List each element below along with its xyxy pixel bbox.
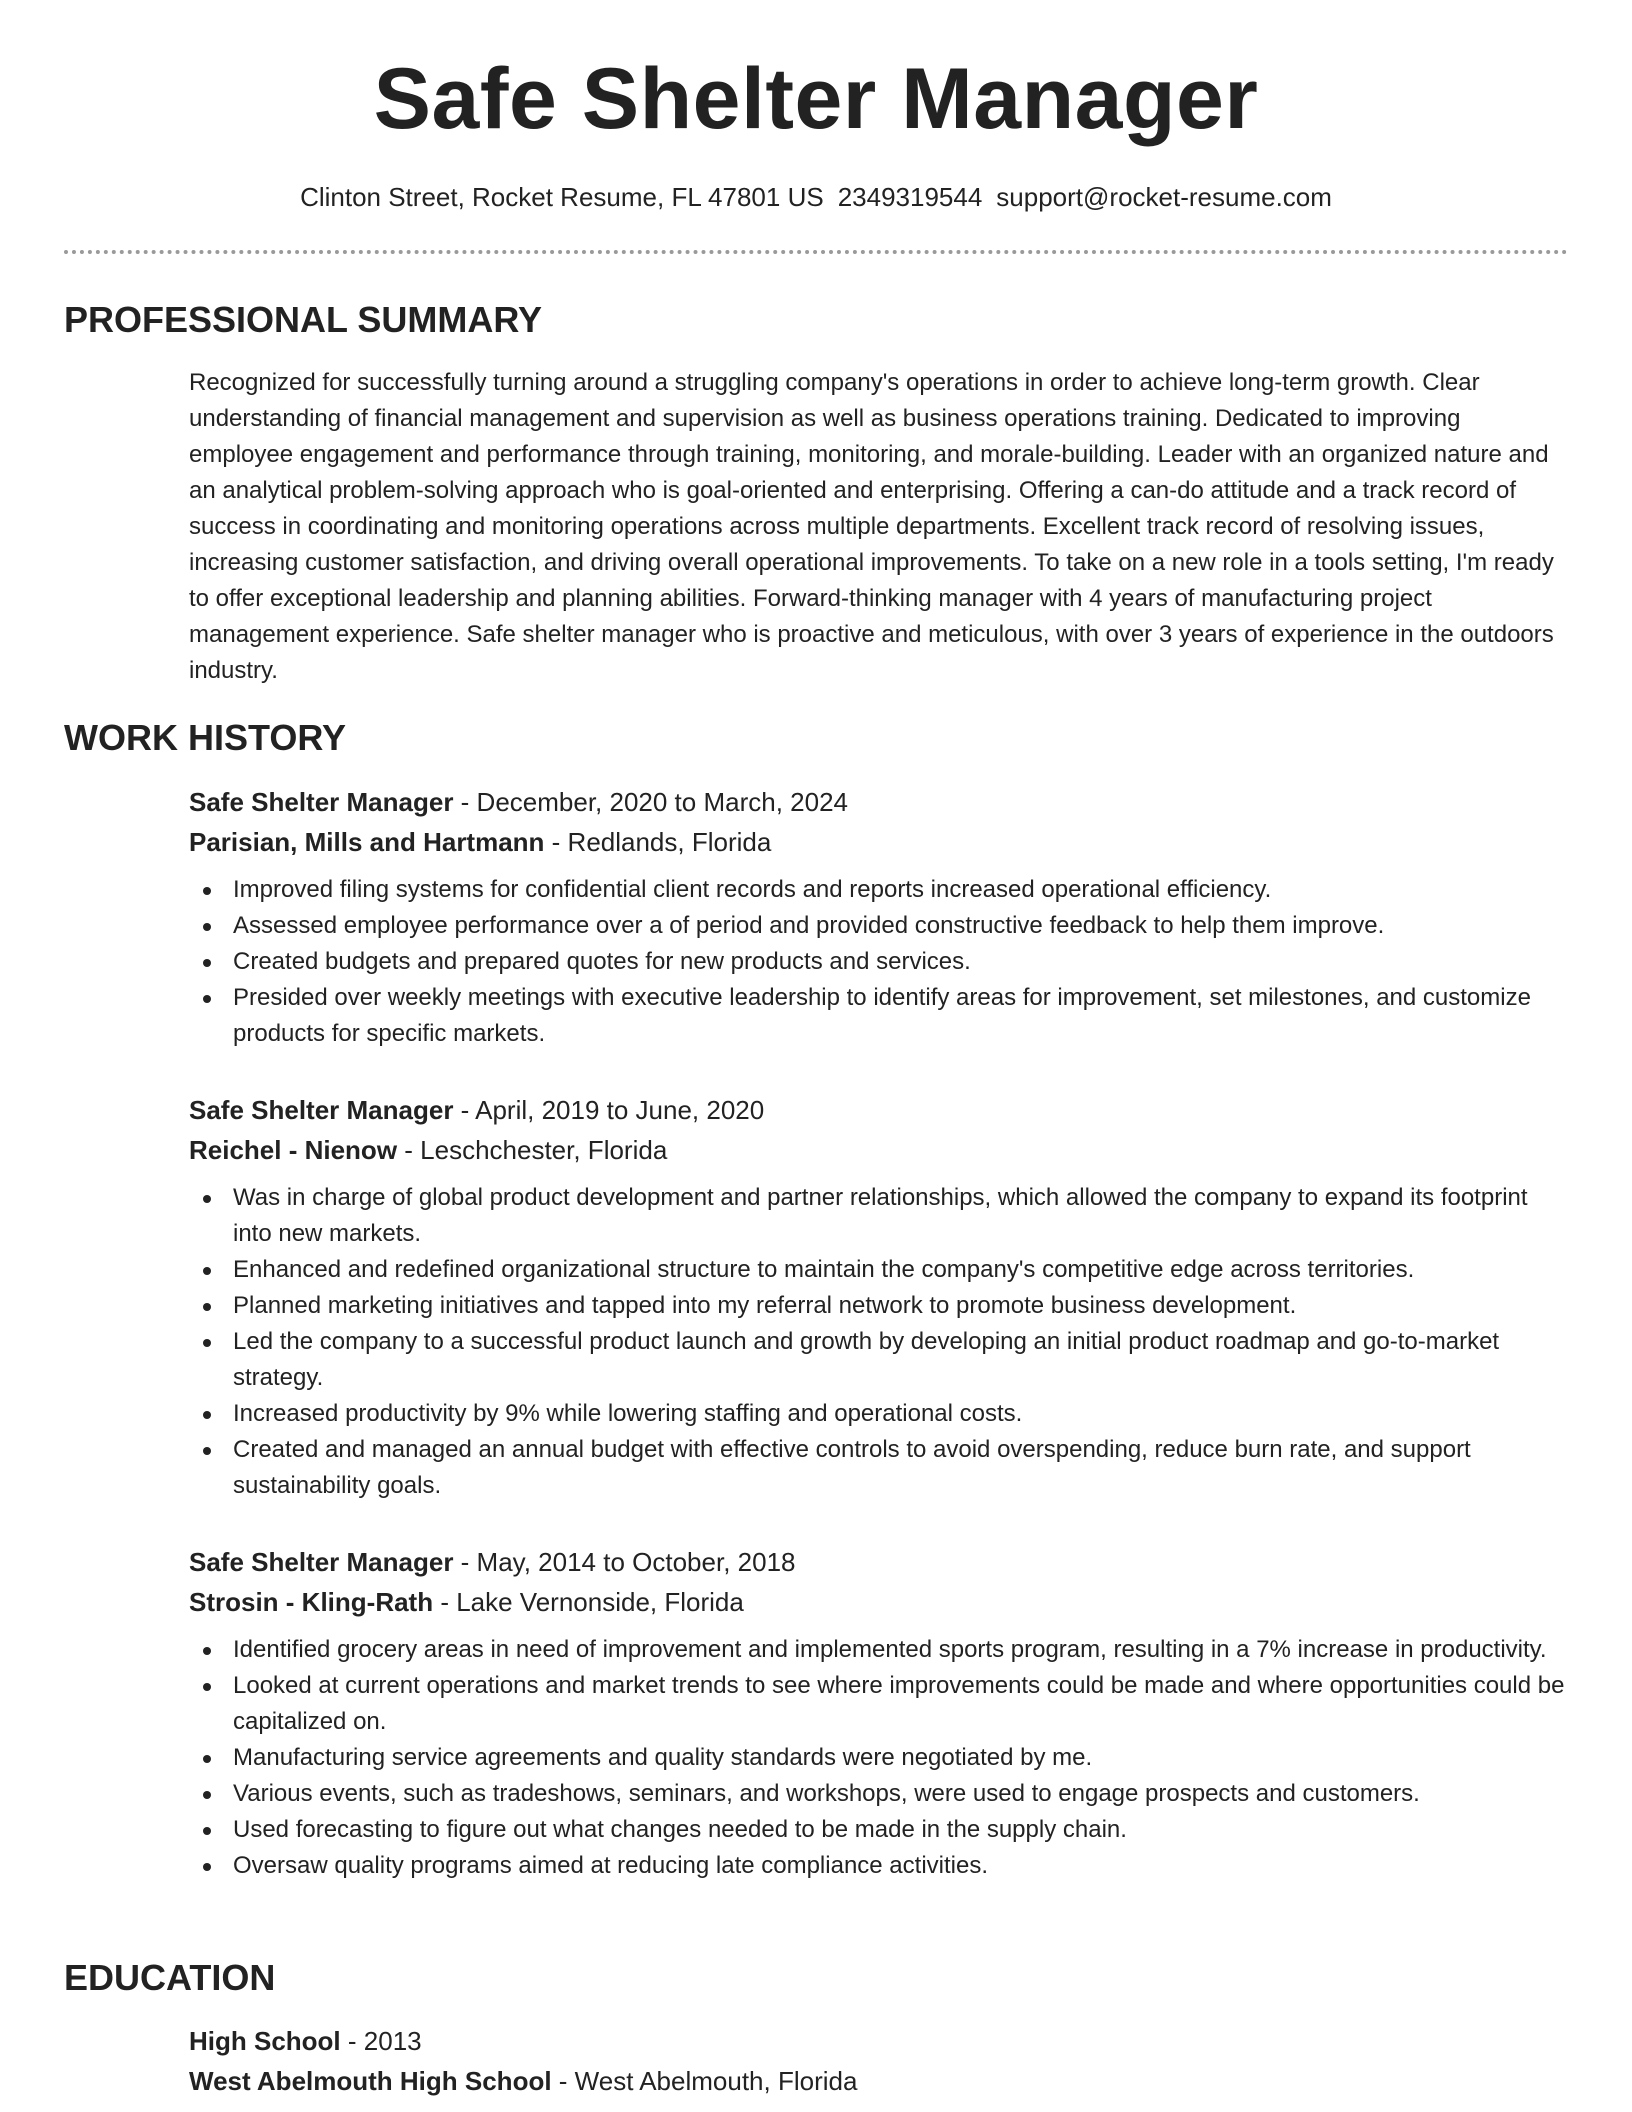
job-bullet: Created and managed an annual budget with effective controls to avoid overspending, reduce burn rate, and support sustainability goals. <box>233 1432 1569 1504</box>
bullet-icon <box>203 1195 211 1203</box>
job-company-line <box>189 1582 1569 1622</box>
job-dates: - April, 2019 to June, 2020 <box>453 1095 765 1125</box>
school-location: - West Abelmouth, Florida <box>551 2066 858 2096</box>
school-line <box>189 2061 1569 2101</box>
bullet-icon <box>203 959 211 967</box>
bullet-icon <box>203 1267 211 1275</box>
job-title-line <box>189 1090 1569 1130</box>
job-bullets <box>189 1180 1569 1504</box>
bullet-icon <box>203 1755 211 1763</box>
job-bullet: Improved filing systems for confidential client records and reports increased operational efficiency. <box>233 872 1569 908</box>
job-location: - Lake Vernonside, Florida <box>433 1587 744 1617</box>
header-divider <box>64 250 1568 254</box>
bullet-icon <box>203 1303 211 1311</box>
bullet-icon <box>203 1683 211 1691</box>
education-heading: EDUCATION <box>64 1957 276 1998</box>
job-bullets <box>189 1632 1569 1884</box>
job-location: - Redlands, Florida <box>544 827 772 857</box>
bullet-icon <box>203 1647 211 1655</box>
contact-line <box>0 182 1632 213</box>
job-bullet: Assessed employee performance over a of period and provided constructive feedback to help them improve. <box>233 908 1569 944</box>
contact-phone: 2349319544 <box>837 182 983 212</box>
resume-name: Safe Shelter Manager <box>373 51 1259 147</box>
bullet-icon <box>203 923 211 931</box>
work-history-heading: WORK HISTORY <box>64 717 347 758</box>
job-bullet: Oversaw quality programs aimed at reducing late compliance activities. <box>233 1848 1569 1884</box>
job-bullet: Presided over weekly meetings with executive leadership to identify areas for improvement, set milestones, and customize products for specific markets. <box>233 980 1569 1052</box>
contact-email: support@rocket-resume.com <box>996 182 1332 212</box>
school-name: West Abelmouth High School <box>189 2066 552 2096</box>
job-bullet: Led the company to a successful product launch and growth by developing an initial product roadmap and go-to-market strategy. <box>233 1324 1569 1396</box>
summary-text: Recognized for successfully turning around a struggling company's operations in order to achieve long-term growth. Clear understanding of financial management and supervision as well as business operations training. Dedicated to improving employee engagement and performance through training, monitoring, and morale-building. Leader with an organized nature and an analytical problem-solving approach who is goal-oriented and enterprising. Offering a can-do attitude and a track record of success in coordinating and monitoring operations across multiple departments. Excellent track record of resolving issues, increasing customer satisfaction, and driving overall operational improvements. To take on a new role in a tools setting, I'm ready to offer exceptional leadership and planning abilities. Forward-thinking manager with 4 years of manufacturing project management experience. Safe shelter manager who is proactive and meticulous, with over 3 years of experience in the outdoors industry. <box>189 369 1554 684</box>
job-bullet: Was in charge of global product development and partner relationships, which allowed the company to expand its footprint into new markets. <box>233 1180 1569 1252</box>
bullet-icon <box>203 995 211 1003</box>
degree: High School <box>189 2026 341 2056</box>
job-entry <box>189 1090 1569 1504</box>
job-bullet: Increased productivity by 9% while lowering staffing and operational costs. <box>233 1396 1569 1432</box>
education-entry <box>189 2021 1569 2101</box>
summary-heading: PROFESSIONAL SUMMARY <box>64 299 543 340</box>
job-bullet: Looked at current operations and market trends to see where improvements could be made and where opportunities could be capitalized on. <box>233 1668 1569 1740</box>
job-title-line <box>189 1542 1569 1582</box>
job-dates: - December, 2020 to March, 2024 <box>453 787 848 817</box>
job-company: Strosin - Kling-Rath <box>189 1587 434 1617</box>
job-title: Safe Shelter Manager <box>189 1547 454 1577</box>
job-bullets <box>189 872 1569 1052</box>
job-bullet: Enhanced and redefined organizational structure to maintain the company's competitive edge across territories. <box>233 1252 1569 1288</box>
job-company: Parisian, Mills and Hartmann <box>189 827 545 857</box>
summary-section <box>189 365 1569 689</box>
job-bullet: Planned marketing initiatives and tapped into my referral network to promote business development. <box>233 1288 1569 1324</box>
job-bullet: Used forecasting to figure out what changes needed to be made in the supply chain. <box>233 1812 1569 1848</box>
job-location: - Leschchester, Florida <box>397 1135 668 1165</box>
job-dates: - May, 2014 to October, 2018 <box>453 1547 796 1577</box>
job-bullet: Manufacturing service agreements and quality standards were negotiated by me. <box>233 1740 1569 1776</box>
job-bullet: Created budgets and prepared quotes for new products and services. <box>233 944 1569 980</box>
job-entry <box>189 1542 1569 1884</box>
job-company-line <box>189 1130 1569 1170</box>
job-company: Reichel - Nienow <box>189 1135 398 1165</box>
job-bullet: Identified grocery areas in need of improvement and implemented sports program, resulting in a 7% increase in productivity. <box>233 1632 1569 1668</box>
job-title: Safe Shelter Manager <box>189 1095 454 1125</box>
bullet-icon <box>203 1339 211 1347</box>
job-title-line <box>189 782 1569 822</box>
graduation-year: - 2013 <box>340 2026 422 2056</box>
bullet-icon <box>203 1827 211 1835</box>
job-entry <box>189 782 1569 1052</box>
contact-address: Clinton Street, Rocket Resume, FL 47801 US <box>300 182 824 212</box>
bullet-icon <box>203 1791 211 1799</box>
job-title: Safe Shelter Manager <box>189 787 454 817</box>
bullet-icon <box>203 887 211 895</box>
bullet-icon <box>203 1863 211 1871</box>
bullet-icon <box>203 1411 211 1419</box>
job-company-line <box>189 822 1569 862</box>
job-bullet: Various events, such as tradeshows, seminars, and workshops, were used to engage prospects and customers. <box>233 1776 1569 1812</box>
degree-line <box>189 2021 1569 2061</box>
bullet-icon <box>203 1447 211 1455</box>
